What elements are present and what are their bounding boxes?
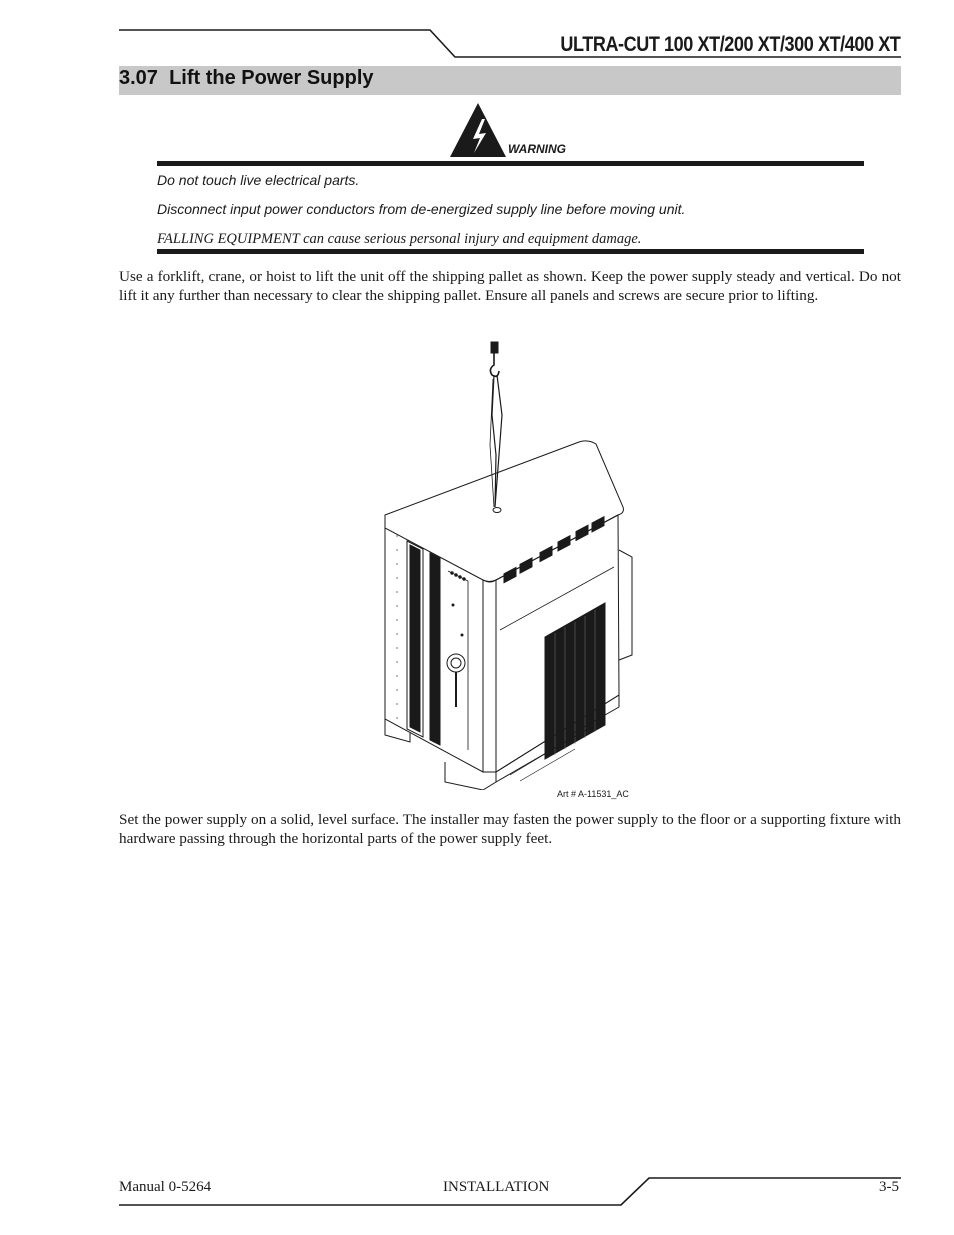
section-title: Lift the Power Supply xyxy=(169,67,374,89)
warning-bottom-rule xyxy=(157,249,864,254)
warning-top-rule xyxy=(157,161,864,166)
lifting-instructions: Use a forklift, crane, or hoist to lift the unit off the shipping pallet as shown. Keep the power supply steady and vertical. Do not lift it any further than necessary to clear the shipping pallet. Ensure all panels and screws are secure prior to lifting. xyxy=(119,268,901,304)
chapter-name: INSTALLATION xyxy=(443,1179,550,1195)
page-number: 3-5 xyxy=(879,1179,899,1195)
section-heading xyxy=(119,67,374,90)
document-title: ULTRA-CUT 100 XT/200 XT/300 XT/400 XT xyxy=(559,33,900,56)
warning-label: WARNING xyxy=(508,142,566,156)
warning-line-1: Do not touch live electrical parts. xyxy=(157,172,360,188)
crane-hook-icon xyxy=(490,342,499,376)
power-supply-lifting-figure xyxy=(370,335,650,790)
figure-caption: Art # A-11531_AC xyxy=(557,789,629,799)
warning-line-2: Disconnect input power conductors from de-energized supply line before moving unit. xyxy=(157,201,686,217)
warning-line-3: FALLING EQUIPMENT can cause serious personal injury and equipment damage. xyxy=(157,231,642,247)
section-number: 3.07 xyxy=(119,67,158,89)
manual-number: Manual 0-5264 xyxy=(119,1179,212,1195)
lightning-bolt-icon xyxy=(449,101,509,159)
placement-instructions: Set the power supply on a solid, level surface. The installer may fasten the power supply to the floor or a supporting fixture with hardware passing through the horizontal parts of the power supply feet. xyxy=(119,811,901,847)
